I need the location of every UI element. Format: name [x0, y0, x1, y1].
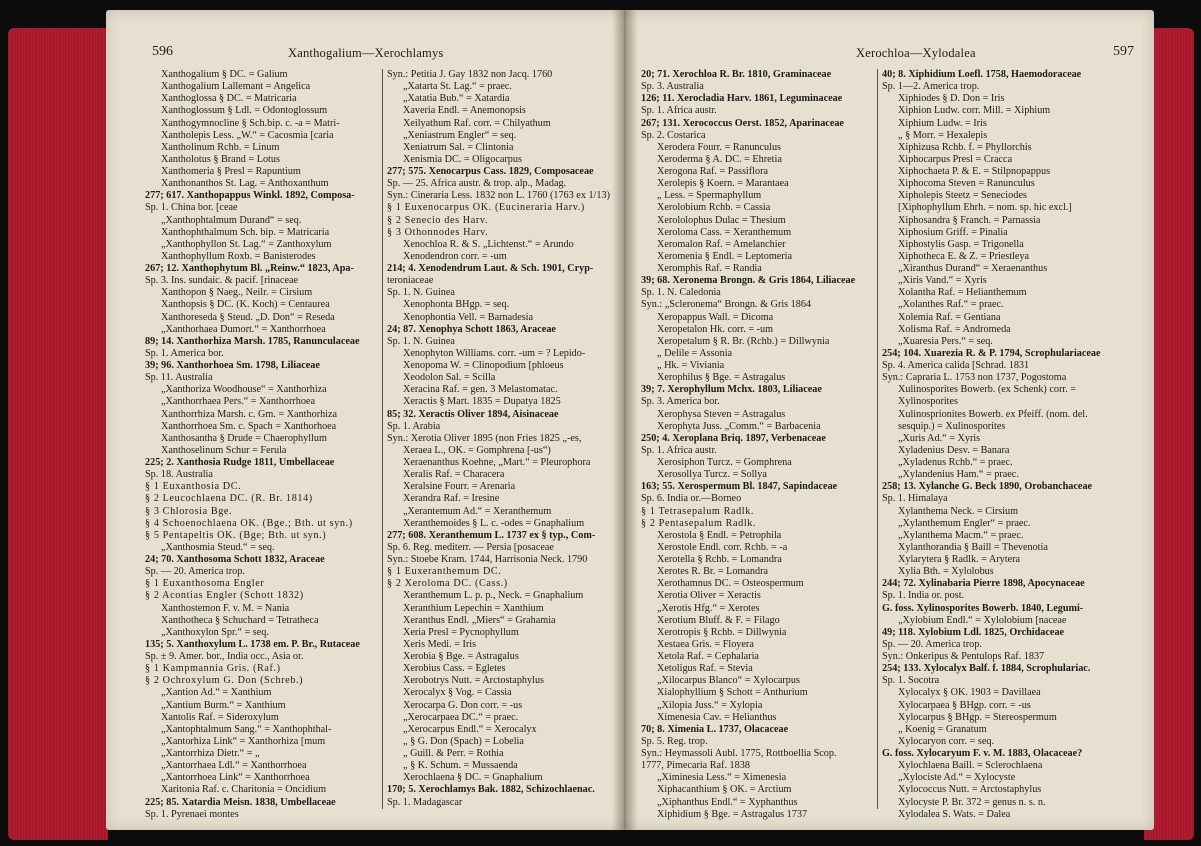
text-line: Sp. ± 9. Amer. bor., India occ., Asia or.	[145, 651, 304, 662]
text-line: Xanthorrhoea Sm. c. Spach = Xanthorhoea	[161, 420, 337, 432]
text-line: „Xerantemum Ad.“ = Xeranthemum	[403, 505, 552, 517]
text-line: Xanthorrhiza Marsh. c. Gm. = Xanthorhiza	[161, 408, 338, 420]
text-line: Xenopoma W. = Clinopodium [phloeus	[403, 360, 564, 371]
text-line: Xeraea L., OK. = Gomphrena [-us“)	[403, 444, 551, 456]
text-line: Xenophonta BHgp. = seq.	[403, 299, 510, 311]
text-line: Xyladenius Desv. = Banara	[898, 444, 1010, 456]
text-line: Xantholepis Less. „W.“ = Cacosmia [caria	[161, 129, 334, 141]
entry-heading-line: 85; 32. Xeractis Oliver 1894, Aisinaceae	[387, 408, 559, 420]
text-line: Xulinosporites Bowerb. (ex Schenk) corr. =	[898, 384, 1077, 396]
text-line: Xeropetalon Hk. corr. = -um	[657, 323, 774, 335]
section-line: § 2 Xeroloma DC. (Cass.)	[387, 578, 508, 590]
text-line: Sp. — 25. Africa austr. & trop. alp., Madag.	[387, 178, 567, 190]
text-line: „Xilocarpus Blanco“ = Xylocarpus	[657, 675, 800, 687]
text-line: Xerochlaena § DC. = Gnaphalium	[403, 772, 543, 784]
text-line: Xeropetalum § R. Br. (Rchb.) = Dillwynia	[657, 335, 830, 347]
text-line: Sp. 1. China bor. [ceae	[145, 202, 238, 214]
text-line: Xeroloma Cass. = Xeranthemum	[657, 226, 792, 238]
text-line: „Xolanthes Raf.“ = praec.	[898, 299, 1004, 311]
section-line: § 1 Euxanthosia DC.	[145, 481, 242, 493]
text-line: Xanthophyllum Roxb. = Banisterodes	[161, 250, 316, 262]
text-line: Xeralsine Fourr. = Arenaria	[403, 481, 516, 493]
running-head: Xanthogalium—Xerochlamys	[288, 46, 444, 60]
text-line: Xerobotrys Nutt. = Arctostaphylus	[403, 675, 544, 687]
text-line: Xylocyste P. Br. 372 = genus n. s. n.	[898, 796, 1046, 808]
text-line: Xerotium Bluff. & F. = Filago	[657, 614, 780, 626]
text-line: Xylochlaena Baill. = Sclerochlaena	[898, 760, 1043, 772]
text-line: Xerothamnus DC. = Osteospermum	[657, 578, 804, 590]
text-line: Xanthoglossum § Ldl. = Odontoglossum	[161, 105, 328, 117]
text-line: Sp. 18. Australia	[145, 469, 213, 481]
text-line: „Xylandenius Ham.“ = praec.	[898, 469, 1019, 481]
text-line: „Xantorrhiza Dietr.“ = „	[161, 748, 260, 759]
text-line: „ § K. Schum. = Mussaenda	[403, 760, 518, 772]
section-line: § 3 Chlorosia Bge.	[145, 505, 233, 517]
entry-heading-line: 24; 87. Xenophya Schott 1863, Araceae	[387, 323, 556, 335]
text-line: Xerodera Fourr. = Ranunculus	[657, 141, 782, 153]
text-line: Xylocalyx § OK. 1903 = Davillaea	[898, 687, 1041, 699]
text-line: Syn.: „Scleronema“ Brongn. & Gris 1864	[641, 299, 812, 311]
text-line: Xanthoselinum Schur = Ferula	[161, 444, 287, 456]
text-line: Xeranthium Lepechin = Xanthium	[403, 602, 544, 614]
text-line: „ § G. Don (Spach) = Lobelia	[403, 735, 524, 747]
entry-heading-line: 39; 7. Xerophyllum Mchx. 1803, Liliaceae	[641, 384, 822, 396]
text-line: Sp. 4. America calida [Schrad. 1831	[882, 360, 1030, 371]
text-line: Xiphotheca E. & Z. = Priestleya	[898, 250, 1030, 262]
text-line: „ Koenig = Granatum	[898, 723, 987, 735]
entry-heading-line: 277; 575. Xenocarpus Cass. 1829, Composaceae	[387, 166, 594, 177]
text-line: Xanthogymnocline § Sch.bip. c. -a = Matri-	[161, 117, 340, 129]
entry-heading-line: G. foss. Xylocaryum F. v. M. 1883, Olacaceae?	[882, 748, 1083, 759]
text-line: „ Delile = Assonia	[657, 347, 733, 359]
text-line: „Xuaresia Pers.“ = seq.	[898, 335, 993, 347]
text-line: Sp. 11. Australia	[145, 372, 213, 384]
text-line: Sp. 1. Arabia	[387, 420, 441, 432]
text-line: Sp. 1. Socotra	[882, 675, 940, 687]
entry-heading-line: 225; 85. Xatardia Meisn. 1838, Umbellaceae	[145, 796, 336, 808]
text-line: Xiphion Ludw. corr. Mill. = Xiphium	[898, 105, 1051, 117]
text-line: Sp. 6. India or.—Borneo	[641, 493, 742, 505]
text-line: Sp. 1. N. Caledonia	[641, 287, 721, 299]
text-line: „Xantium Burm.“ = Xanthium	[161, 699, 286, 711]
section-line: § 4 Schoenochlaena OK. (Bge.; Bth. ut syn.)	[145, 517, 353, 529]
section-line: § 1 Euxenocarpus OK. (Eucineraria Harv.)	[387, 202, 585, 214]
text-line: Xylanthema Neck. = Cirsium	[898, 505, 1019, 517]
text-line: Xeraenanthus Koehne, „Mart.“ = Pleurophora	[403, 457, 591, 468]
text-line: Syn.: Cineraria Less. 1832 non L. 1760 (1763 ex 1/13)	[387, 190, 610, 202]
entry-heading-line: 163; 55. Xerospermum Bl. 1847, Sapindaceae	[641, 481, 838, 493]
text-line: Xialophyllium § Schott = Anthurium	[657, 687, 808, 699]
text-line: Xolantha Raf. = Helianthemum	[898, 287, 1027, 299]
text-line: Xeranthemoides § L. c. -odes = Gnaphalium	[403, 517, 585, 529]
text-line: „Xeniastrum Engler“ = seq.	[403, 129, 517, 141]
text-line: „ Less. = Spermaphyllum	[657, 190, 762, 202]
text-line: Xanthogalium Lallemant = Angelica	[161, 81, 311, 93]
text-line: Syn.: Heymassoli Aubl. 1775, Rottboellia Scop.	[641, 748, 837, 759]
section-line: § 2 Acontias Engler (Schott 1832)	[145, 590, 304, 602]
text-line: Xiphocoma Steven = Ranunculus	[898, 178, 1035, 190]
text-line: Sp. 1—2. America trop.	[882, 81, 980, 93]
section-line: § 2 Senecio des Harv.	[387, 214, 489, 226]
section-line: § 3 Othonnodes Harv.	[387, 226, 489, 238]
text-line: Xetoligus Raf. = Stevia	[657, 663, 753, 675]
text-line: Xiphium Ludw. = Iris	[898, 117, 987, 129]
text-line: Xerolobium Rchb. = Cassia	[657, 202, 771, 214]
text-line: Xanthonanthos St. Lag. = Anthoxanthum	[161, 178, 329, 190]
text-line: [Xiphophyllum Ehrh. = nom. sp. hic excl.]	[898, 202, 1072, 214]
text-column	[145, 69, 381, 820]
section-line: § 2 Leucochlaena DC. (R. Br. 1814)	[145, 493, 313, 505]
text-line: Xiphidium § Bge. = Astragalus 1737	[657, 808, 808, 820]
text-line: „Xiphanthus Endl.“ = Xyphanthus	[657, 796, 798, 808]
section-line: § 2 Ochroxylum G. Don (Schreb.)	[145, 675, 304, 687]
text-line: „Xuris Ad.“ = Xyris	[898, 432, 981, 444]
text-line: Xerocalyx § Vog. = Cassia	[403, 687, 512, 699]
text-line: „Xanthorhaea Dumort.“ = Xanthorrhoea	[161, 323, 326, 335]
right-page	[624, 10, 1154, 830]
text-line: Xerosollya Turcz. = Sollya	[657, 469, 767, 481]
text-line: Sp. 1. Pyrenaei montes	[145, 808, 239, 820]
text-line: Xenophontia Vell. = Barnadesia	[403, 311, 534, 323]
text-line: Xylocarpaea § BHgp. corr. = -us	[898, 699, 1031, 711]
text-line: „Xylanthemum Engler“ = praec.	[898, 517, 1031, 529]
entry-heading-line: 20; 71. Xerochloa R. Br. 1810, Graminaceae	[641, 69, 832, 80]
text-line: „Xanthorrhaea Pers.“ = Xanthorrhoea	[161, 396, 315, 408]
text-line: „Xantorhiza Link“ = Xanthorhiza [mum	[161, 735, 326, 747]
text-line: Sp. 1. Africa austr.	[641, 444, 717, 456]
text-line: „Xerotis Hfg.“ = Xerotes	[657, 602, 760, 614]
text-line: Xylodalea S. Wats. = Dalea	[898, 808, 1011, 820]
entry-heading-line: 40; 8. Xiphidium Loefl. 1758, Haemodoraceae	[882, 69, 1082, 80]
entry-heading-line: 70; 8. Ximenia L. 1737, Olacaceae	[641, 723, 789, 735]
text-line: Xeroderma § A. DC. = Ehretia	[657, 153, 782, 165]
text-line: „Xanthophyllon St. Lag.“ = Zanthoxylum	[161, 238, 332, 250]
section-line: § 1 Euxanthosoma Engler	[145, 578, 265, 590]
text-line: 1777, Pimecaria Raf. 1838	[641, 760, 750, 772]
text-line: „ Guill. & Perr. = Rothia	[403, 748, 504, 759]
text-line: Xeropappus Wall. = Dicoma	[657, 311, 774, 323]
text-line: Syn.: Onkeripus & Pentulops Raf. 1837	[882, 651, 1045, 662]
text-line: Xestaea Gris. = Floyera	[657, 638, 754, 650]
book-edge-left	[8, 28, 108, 840]
text-line: Xeromphis Raf. = Randia	[657, 263, 762, 274]
text-line: Xanthophthalmum Sch. bip. = Matricaria	[161, 226, 330, 238]
entry-heading-line: 258; 13. Xylanche G. Beck 1890, Orobanchaceae	[882, 481, 1093, 493]
text-line: „ § Morr. = Hexalepis	[898, 129, 988, 141]
text-line: Sp. 1. N. Guinea	[387, 287, 455, 299]
text-line: Xeniatrum Sal. = Clintonia	[403, 141, 514, 153]
text-line: Xerobius Cass. = Egletes	[403, 663, 506, 675]
text-line: Xerandra Raf. = Iresine	[403, 493, 500, 505]
text-line: Xaritonia Raf. c. Charitonia = Oncidium	[161, 784, 327, 796]
entry-heading-line: 254; 104. Xuarezia R. & P. 1794, Scrophulariaceae	[882, 347, 1101, 359]
text-line: „Ximinesia Less.“ = Ximenesia	[657, 772, 787, 784]
entry-heading-line: 277; 617. Xanthopappus Winkl. 1892, Composa-	[145, 190, 355, 202]
text-line: Xerobia § Bge. = Astragalus	[403, 651, 519, 662]
page-number: 597	[1113, 44, 1134, 59]
entry-heading-line: 49; 118. Xylobium Ldl. 1825, Orchidaceae	[882, 626, 1065, 638]
text-line: Xiphizusa Rchb. f. = Phyllorchis	[898, 141, 1032, 153]
text-line: Xerotes R. Br. = Lomandra	[657, 566, 768, 578]
text-line: Xerostola § Endl. = Petrophila	[657, 529, 782, 541]
page-number: 596	[152, 44, 173, 59]
text-line: Xulinosprionites Bowerb. ex Pfeiff. (nom. del.	[898, 408, 1088, 420]
text-line: Xerololophus Dulac = Thesium	[657, 214, 786, 226]
text-line: Syn.: Petitia J. Gay 1832 non Jacq. 1760	[387, 69, 553, 80]
text-line: „Xiranthus Durand“ = Xeraenanthus	[898, 263, 1048, 274]
text-line: Xerolepis § Koern. = Marantaea	[657, 178, 789, 190]
text-line: Xiphiodes § D. Don = Iris	[898, 93, 1005, 105]
text-column	[877, 69, 1122, 820]
text-line: Xeracina Raf. = gen. 3 Melastomatac.	[403, 384, 558, 396]
text-line: Xenismia DC. = Oligocarpus	[403, 153, 522, 165]
text-line: „Xyladenus Rchb.“ = praec.	[898, 457, 1013, 468]
text-column	[641, 69, 876, 820]
text-line: Xiphochaeta P. & E. = Stilpnopappus	[898, 166, 1051, 177]
text-line: Xantholotus § Brand = Lotus	[161, 153, 280, 165]
text-line: Xeria Presl = Pycnophyllum	[403, 626, 519, 638]
text-line: Sp. 6. Reg. mediterr. — Persia [posaceae	[387, 541, 554, 553]
entry-heading-line: 225; 2. Xanthosia Rudge 1811, Umbellaceae	[145, 457, 335, 468]
entry-heading-line: G. foss. Xylinosporites Bowerb. 1840, Legumi-	[882, 602, 1084, 614]
text-line: „Xerocarpus Endl.“ = Xerocalyx	[403, 723, 537, 735]
text-line: Syn.: Xerotia Oliver 1895 (non Fries 1825 „-es,	[387, 432, 582, 444]
entry-heading-line: 135; 5. Xanthoxylum L. 1738 em. P. Br., Rutaceae	[145, 638, 360, 650]
text-line: Sp. — 20. America trop.	[145, 566, 245, 578]
text-line: Ximenesia Cav. = Helianthus	[657, 711, 777, 723]
text-line: teroniaceae	[387, 275, 434, 287]
text-line: Xeodolon Sal. = Scilla	[403, 372, 496, 384]
text-line: Xolemia Raf. = Gentiana	[898, 311, 1001, 323]
text-line: Xeromenia § Endl. = Leptomeria	[657, 250, 793, 262]
text-line: sesquip.) = Xulinosporites	[898, 420, 1006, 432]
text-line: Sp. 5. Reg. trop.	[641, 735, 708, 747]
text-line: Xanthotheca § Schuchard = Tetratheca	[161, 614, 319, 626]
text-line: Xeranthus Endl. „Miers“ = Grahamia	[403, 614, 556, 626]
entry-heading-line: 39; 96. Xanthorhoea Sm. 1798, Liliaceae	[145, 360, 320, 371]
text-line: „Xantion Ad.“ = Xanthium	[161, 687, 272, 699]
text-line: Sp. 1. N. Guinea	[387, 335, 455, 347]
text-line: Xerophysa Steven = Astragalus	[657, 408, 786, 420]
entry-heading-line: 267; 131. Xerococcus Oerst. 1852, Aparinaceae	[641, 117, 844, 129]
text-line: Xiphostylis Gasp. = Trigonella	[898, 238, 1024, 250]
text-line: Xiphosium Griff. = Pinalia	[898, 226, 1008, 238]
text-line: „Xanthoxylon Spr.“ = seq.	[161, 626, 269, 638]
text-line: Xantholinum Rchb. = Linum	[161, 141, 280, 153]
text-line: Xanthopon § Naeg., Neilr. = Cirsium	[161, 287, 313, 299]
entry-heading-line: 214; 4. Xenodendrum Laut. & Sch. 1901, Cryp-	[387, 263, 594, 274]
text-line: Xanthoreseda § Steud. „D. Don“ = Reseda	[161, 311, 335, 323]
text-line: „Xantorrhoea Link“ = Xanthorrhoea	[161, 772, 310, 784]
text-line: „Xantorrhaea Ldl.“ = Xanthorrhoea	[161, 760, 307, 772]
text-line: Syn.: Capraria L. 1753 non 1737, Pogostoma	[882, 372, 1067, 384]
text-line: „Xylobium Endl.“ = Xylolobium [naceae	[898, 614, 1067, 626]
text-line: Sp. 3. Australia	[641, 81, 704, 93]
text-line: Xylinosporites	[898, 396, 958, 408]
section-line: § 5 Pentapeltis OK. (Bge; Bth. ut syn.)	[145, 529, 327, 541]
left-page	[106, 10, 624, 830]
text-line: Xanthopsis § DC. (K. Koch) = Centaurea	[161, 299, 330, 311]
text-line: Xerostole Endl. corr. Rchb. = -a	[657, 541, 788, 553]
text-line: Sp. 1. Himalaya	[882, 493, 948, 505]
text-column	[382, 69, 623, 809]
text-line: „Xerocarpaea DC.“ = praec.	[403, 711, 519, 723]
text-line: Xipholepis Steetz = Seneciodes	[898, 190, 1027, 202]
text-line: „Xiris Vand.“ = Xyris	[898, 275, 987, 287]
entry-heading-line: 267; 12. Xanthophytum Bl. „Reinw.“ 1823, Apa-	[145, 263, 354, 274]
text-line: Xiphosandra § Franch. = Parnassia	[898, 214, 1041, 226]
text-line: „Xylociste Ad.“ = Xylocyste	[898, 772, 1016, 784]
text-line: Xanthosantha § Drude = Chaerophyllum	[161, 432, 327, 444]
text-line: Sp. 1. America bor.	[145, 347, 224, 359]
text-line: „Xanthoriza Woodhouse“ = Xanthorhiza	[161, 384, 327, 396]
text-line: Xeralis Raf. = Characera	[403, 469, 505, 481]
text-line: Xantolis Raf. = Sideroxylum	[161, 711, 279, 723]
text-line: Xerotia Oliver = Xeractis	[657, 590, 761, 602]
text-line: Xerophilus § Bge. = Astragalus	[657, 372, 786, 384]
text-line: Syn.: Stoebe Kram. 1744, Harrisonia Neck. 1790	[387, 554, 588, 565]
entry-heading-line: 89; 14. Xanthorhiza Marsh. 1785, Ranunculaceae	[145, 335, 360, 347]
text-line: Xylia Bth. = Xylolobus	[898, 566, 994, 578]
text-line: Xerotella § Rchb. = Lomandra	[657, 554, 782, 565]
text-line: Xeractis § Mart. 1835 = Dupatya 1825	[403, 396, 561, 408]
open-book	[6, 10, 1196, 840]
text-line: Sp. 1. India or. post.	[882, 590, 965, 602]
text-line: „Xanthosmia Steud.“ = seq.	[161, 541, 275, 553]
text-line: Xeranthemum L. p. p., Neck. = Gnaphalium	[403, 590, 584, 602]
entry-heading-line: 244; 72. Xylinabaria Pierre 1898, Apocynaceae	[882, 578, 1085, 590]
running-head: Xerochloa—Xylodalea	[856, 46, 976, 60]
entry-heading-line: 254; 133. Xylocalyx Balf. f. 1884, Scrophulariac.	[882, 663, 1091, 675]
text-line: Xerophyta Juss. „Comm.“ = Barbacenia	[657, 420, 821, 432]
section-line: § 1 Euxeranthemum DC.	[387, 566, 502, 578]
text-line: Xeris Medi. = Iris	[403, 638, 477, 650]
text-line: Xylarytera § Radlk. = Arytera	[898, 554, 1021, 565]
text-line: „ Hk. = Viviania	[657, 360, 725, 371]
text-line: Xiphacanthium § OK. = Arctium	[657, 784, 792, 796]
section-line: § 1 Kampmannia Gris. (Raf.)	[145, 663, 281, 675]
text-line: „Xanthophtalmum Durand“ = seq.	[161, 214, 302, 226]
text-line: Xeilyathum Raf. corr. = Chilyathum	[403, 117, 551, 129]
text-line: Sp. 1. Africa austr.	[641, 105, 717, 117]
entry-heading-line: 250; 4. Xeroplana Briq. 1897, Verbenaceae	[641, 432, 826, 444]
text-line: „Xatatia Bub.“ = Xatardia	[403, 93, 510, 105]
text-line: „Xantophtalmum Sang.“ = Xanthophthal-	[161, 723, 332, 735]
text-line: Xiphocarpus Presl = Cracca	[898, 153, 1013, 165]
text-line: Xanthomeria § Presl = Rapuntium	[161, 166, 301, 177]
text-line: Xanthoglossa § DC. = Matricaria	[161, 93, 297, 105]
text-line: Xylocaryon corr. = seq.	[898, 735, 994, 747]
text-line: Xerosiphon Turcz. = Gomphrena	[657, 457, 792, 468]
section-line: § 1 Tetrasepalum Radlk.	[641, 505, 755, 517]
text-line: Sp. 2. Costarica	[641, 129, 706, 141]
entry-heading-line: 170; 5. Xerochlamys Bak. 1882, Schizochlaenac.	[387, 784, 595, 796]
section-line: § 2 Pentasepalum Radlk.	[641, 517, 757, 529]
text-line: Xanthostemon F. v. M. = Nania	[161, 602, 290, 614]
text-line: Xenodendron corr. = -um	[403, 250, 507, 262]
text-line: Sp. 3. America bor.	[641, 396, 720, 408]
text-line: „Xylanthema Macm.“ = praec.	[898, 529, 1024, 541]
text-line: Xolisma Raf. = Andromeda	[898, 323, 1011, 335]
text-line: „Xatarta St. Lag.“ = praec.	[403, 81, 512, 93]
text-line: Xeromalon Raf. = Amelanchier	[657, 238, 786, 250]
text-line: Xenophyton Williams. corr. -um = ? Lepido-	[403, 347, 586, 359]
entry-heading-line: 39; 68. Xeronema Brongn. & Gris 1864, Liliaceae	[641, 275, 856, 287]
text-line: Xenochloa R. & S. „Lichtenst.“ = Arundo	[403, 238, 574, 250]
text-line: Xerotropis § Rchb. = Dillwynia	[657, 626, 787, 638]
text-line: Xylococcus Nutt. = Arctostaphylus	[898, 784, 1042, 796]
text-line: Xetola Raf. = Cephalaria	[657, 651, 759, 662]
text-line: Xerogona Raf. = Passiflora	[657, 166, 768, 177]
entry-heading-line: 126; 11. Xerocladia Harv. 1861, Leguminaceae	[641, 93, 843, 105]
text-line: Sp. 1. Madagascar	[387, 796, 463, 808]
entry-heading-line: 277; 608. Xeranthemum L. 1737 ex § typ., Com-	[387, 529, 596, 541]
text-line: Sp. — 20. America trop.	[882, 638, 982, 650]
text-line: Xerocarpa G. Don corr. = -us	[403, 699, 523, 711]
text-line: „Xilopia Juss.“ = Xylopia	[657, 699, 763, 711]
text-line: Xylocarpus § BHgp. = Stereospermum	[898, 711, 1057, 723]
text-line: Xaveria Endl. = Anemonopsis	[403, 105, 526, 117]
text-line: Xylanthorandia § Baill = Thevenotia	[898, 541, 1048, 553]
text-line: Xanthogalium § DC. = Galium	[161, 69, 288, 80]
text-line: Sp. 3. Ins. sundaic. & pacif. [rinaceae	[145, 275, 299, 287]
entry-heading-line: 24; 70. Xanthosoma Schott 1832, Araceae	[145, 554, 325, 565]
